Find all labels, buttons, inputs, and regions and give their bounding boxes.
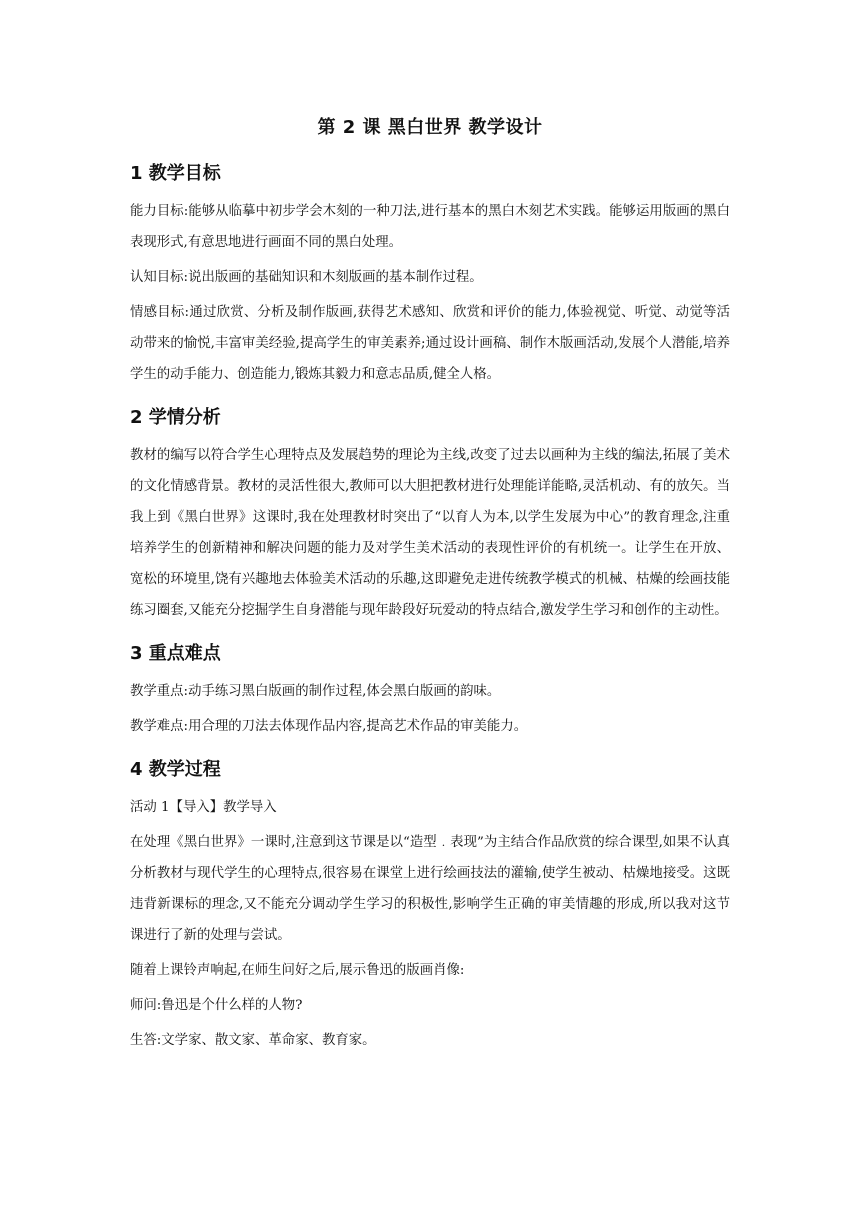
paragraph-emotional-objective: 情感目标:通过欣赏、分析及制作版画,获得艺术感知、欣赏和评价的能力,体验视觉、听觉、动觉等活动带来的愉悦,丰富审美经验,提高学生的审美素养;通过设计画稿、制作木版画活动,发展个人潜能,培养学生的动手能力、创造能力,锻炼其毅力和意志品质,健全人格。: [130, 305, 730, 382]
section-heading: 1 教学目标: [130, 163, 221, 184]
document-title: 第 2 课 黑白世界 教学设计: [317, 117, 543, 138]
paragraph-class-start: 随着上课铃声响起,在师生问好之后,展示鲁迅的版画肖像:: [130, 963, 465, 978]
paragraph-student-answer: 生答:文学家、散文家、革命家、教育家。: [130, 1033, 376, 1048]
activity-label: 活动 1【导入】教学导入: [130, 800, 277, 815]
paragraph-cognitive-objective: 认知目标:说出版画的基础知识和木刻版画的基本制作过程。: [130, 270, 483, 285]
paragraph-learner-analysis: 教材的编写以符合学生心理特点及发展趋势的理论为主线,改变了过去以画种为主线的编法,拓展了美术的文化情感背景。教材的灵活性很大,教师可以大胆把教材进行处理能详能略,灵活机动、有的放矢。当我上到《黑白世界》这课时,我在处理教材时突出了“以育人为本,以学生发展为中心”的教育理念,注重培养学生的创新精神和解决问题的能力及对学生美术活动的表现性评价的有机统一。让学生在开放、宽松的环境里,饶有兴趣地去体验美术活动的乐趣,这即避免走进传统教学模式的机械、枯燥的绘画技能练习圈套,又能充分挖掘学生自身潜能与现年龄段好玩爱动的特点结合,激发学生学习和创作的主动性。: [130, 448, 730, 618]
section-heading: 2 学情分析: [130, 407, 221, 428]
paragraph-ability-objective: 能力目标:能够从临摹中初步学会木刻的一种刀法,进行基本的黑白木刻艺术实践。能够运用版画的黑白表现形式,有意思地进行画面不同的黑白处理。: [130, 204, 730, 250]
paragraph-lesson-intro: 在处理《黑白世界》一课时,注意到这节课是以“造型﹒表现”为主结合作品欣赏的综合课型,如果不认真分析教材与现代学生的心理特点,很容易在课堂上进行绘画技法的灌输,使学生被动、枯燥地接受。这既违背新课标的理念,又不能充分调动学生学习的积极性,影响学生正确的审美情趣的形成,所以我对这节课进行了新的处理与尝试。: [130, 835, 730, 943]
section-teaching-process: [130, 756, 730, 1056]
section-heading: 3 重点难点: [130, 643, 221, 664]
section-learner-analysis: [130, 404, 730, 626]
section-teaching-objectives: [130, 160, 730, 390]
document-body: [130, 114, 730, 1060]
paragraph-teacher-question: 师问:鲁迅是个什么样的人物?: [130, 998, 303, 1013]
paragraph-difficult-point: 教学难点:用合理的刀法去体现作品内容,提高艺术作品的审美能力。: [130, 719, 528, 734]
section-heading: 4 教学过程: [130, 759, 221, 780]
paragraph-key-point: 教学重点:动手练习黑白版画的制作过程,体会黑白版画的韵味。: [130, 684, 501, 699]
section-key-difficulties: [130, 640, 730, 742]
